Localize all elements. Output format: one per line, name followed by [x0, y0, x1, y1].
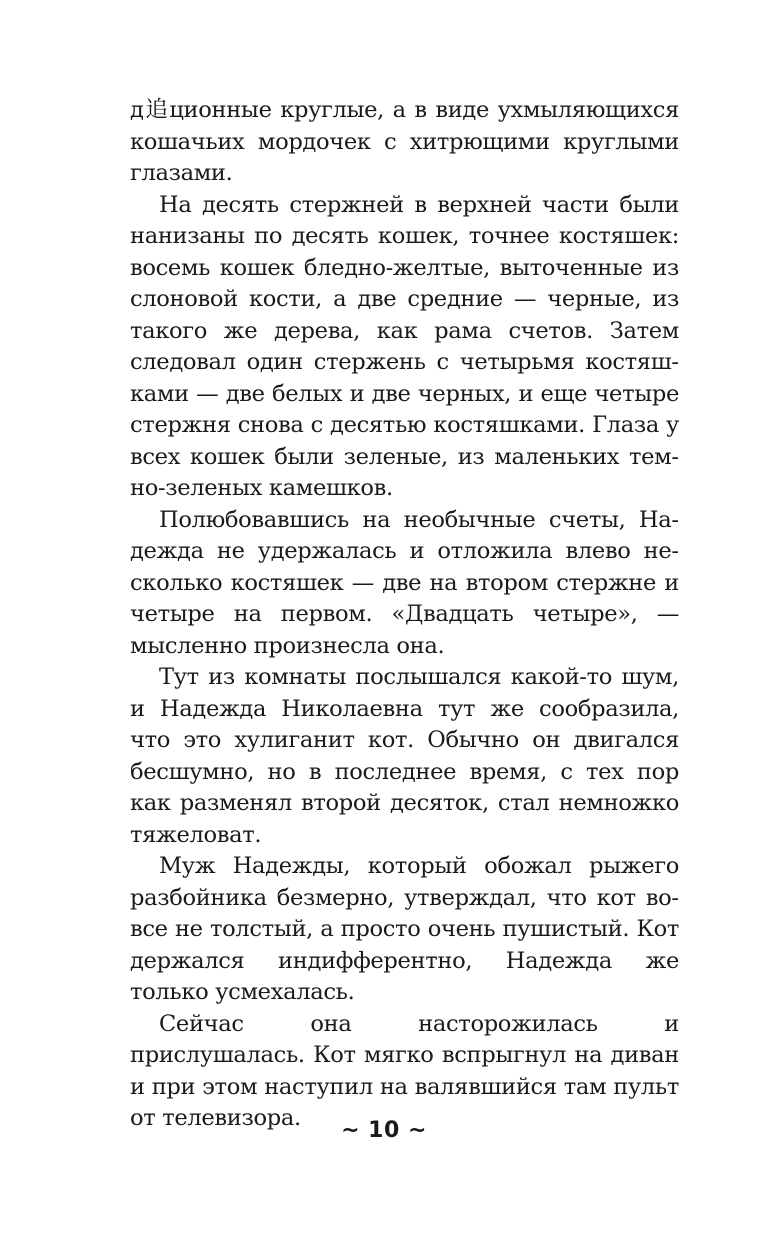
paragraph-abacus-rods: На десять стержней в верхней части были нанизаны по десять кошек, точнее костяшек: восемь кошек бледно-желтые, выточенные из слоновой кости, а две средние — черные, из такого же дерева, как рама счетов. Затем следовал один стержень с четырьмя костяшками — две белых и две черных, и еще четыре стержня снова с десятью костяшками. Глаза у всех кошек были зеленые, из маленьких темно-зеленых камешков. — [130, 191, 679, 501]
page-number: ~ 10 ~ — [341, 1118, 427, 1143]
paragraph-husband-cat: Муж Надежды, который обожал рыжего разбойника безмерно, утверждал, что кот вовсе не толстый, а просто очень пушистый. Кот держался индифферентно, Надежда же только усмехалась. — [130, 853, 679, 1005]
paragraph-cat-jumps: Сейчас она насторожилась и прислушалась. Кот мягко вспрыгнул на диван и при этом наступил на валявшийся там пульт от телевизора. — [130, 1010, 679, 1131]
paragraph-continuation: д追ционные круглые, а в виде ухмыляющихся кошачьих мордочек с хитрющими круглыми глазами. — [130, 97, 679, 186]
paragraph-admiring-abacus: Полюбовавшись на необычные счеты, Надежда не удержалась и отложила влево несколько костяшек — две на втором стержне и четыре на первом. «Двадцать четыре», — мысленно произнесла она. — [130, 506, 679, 659]
paragraph-noise-from-room: Тут из комнаты послышался какой-то шум, и Надежда Николаевна тут же сообразила, что это хулиганит кот. Обычно он двигался бесшумно, но в последнее время, с тех пор как разменял второй десяток, стал немножко тяжеловат. — [130, 664, 679, 848]
book-page-text — [130, 95, 679, 1135]
